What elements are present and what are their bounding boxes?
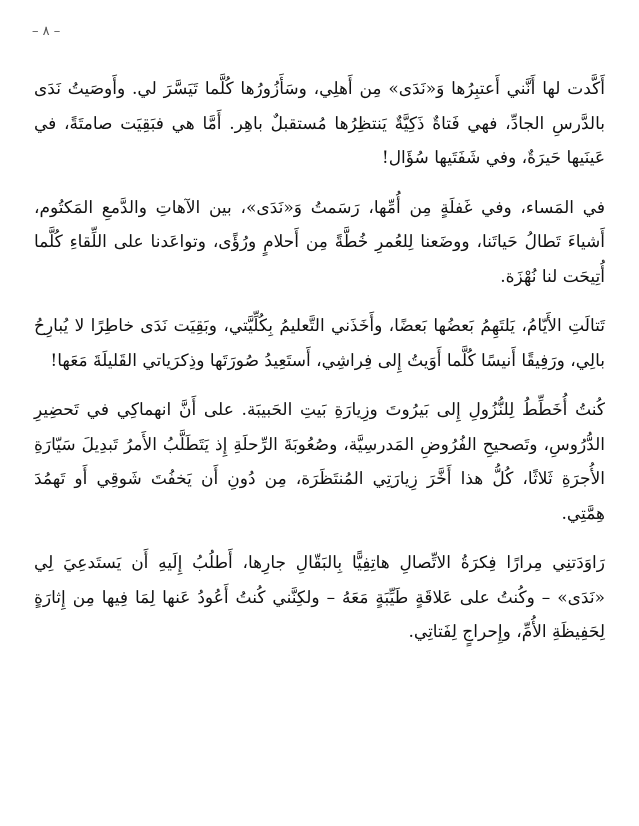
paragraph-5: رَاوَدَتنِي مِرارًا فِكرَةُ الاتِّصالِ هاتِفِيًّا بِالبَقّالِ جارِها، أَطلُبُ إِلَيهِ أَن يَستَدعِيَ لِي «نَدَى» – وكُنتُ على عَلاقَةٍ طَيِّبَةٍ مَعَهُ – ولكِنَّني كُنتُ أَعُودُ عَنها لِمَا فِيها مِن إِثارَةٍ لِحَفِيظَةِ الأُمِّ، وإِحراجٍ لِفَتاتِي. bbox=[34, 553, 605, 642]
paragraph-4: كُنتُ أُخَطِّطُ لِلنُّزُولِ إِلى بَيرُوتَ وزِيارَةِ بَيتِ الحَبيبَة. على أَنَّ انهماكِي في تَحضِيرِ الدُّرُوسِ، وتَصحيحِ الفُرُوضِ المَدرسِيَّة، وصُعُوبَةَ الرِّحلَةِ إِذ يَتَطَلَّبُ الأَمرُ تَبدِيلَ سَيّارَةِ الأُجرَةِ ثَلاثًا، كُلُّ هذا أَخَّرَ زِيارَتِي المُنتَظَرَة، مِن دُونِ أَن يَخفُتَ شَوقِي أَو تَهمُدَ هِمَّتِي. bbox=[34, 400, 605, 524]
page-number: – ٨ – bbox=[32, 24, 61, 39]
page-body bbox=[34, 72, 605, 665]
paragraph-1: أَكَّدت لها أَنَّني أَعتبِرُها وَ«نَدَى» مِن أَهلِي، وسَأَزُورُها كُلَّما تَيَسَّرَ لي. وأَوصَيتُ نَدَى بالدَّرسِ الجادِّ، فهي فَتاةٌ ذَكِيَّةٌ يَنتظِرُها مُستقبلٌ باهِر. أَمَّا هي فبَقِيَت صامتَةً، في عَينَيها حَيرَةٌ، وفي شَفَتَيها سُؤَال! bbox=[34, 79, 605, 168]
paragraph-2: في المَساء، وفي غَفلَةٍ مِن أُمِّها، رَسَمتُ وَ«نَدَى»، بين الآهاتِ والدَّمعِ المَكتُوم، أَشياءَ تَطالُ حَياتَنا، ووضَعنا لِلعُمرِ خُطَّةً مِن أَحلامٍ ورُؤًى، وتواعَدنا على اللِّقاءِ كُلَّما أُتِيحَت لنا نُهْزَة. bbox=[34, 197, 605, 287]
paragraph-3: تَتالَتِ الأَيّامُ، يَلتَهِمُ بَعضُها بَعضًا، وأَخَذَني التَّعليمُ بِكُلِّيَّتي، وبَقِيَت نَدَى خاطِرًا لا يُبارِحُ بالِي، ورَفِيقًا أَنيسًا كُلَّما أَوَيتُ إِلى فِراشِي، أَستَعِيدُ صُورَتَها وذِكرَياتي القَليلَةَ مَعَها! bbox=[34, 316, 605, 371]
